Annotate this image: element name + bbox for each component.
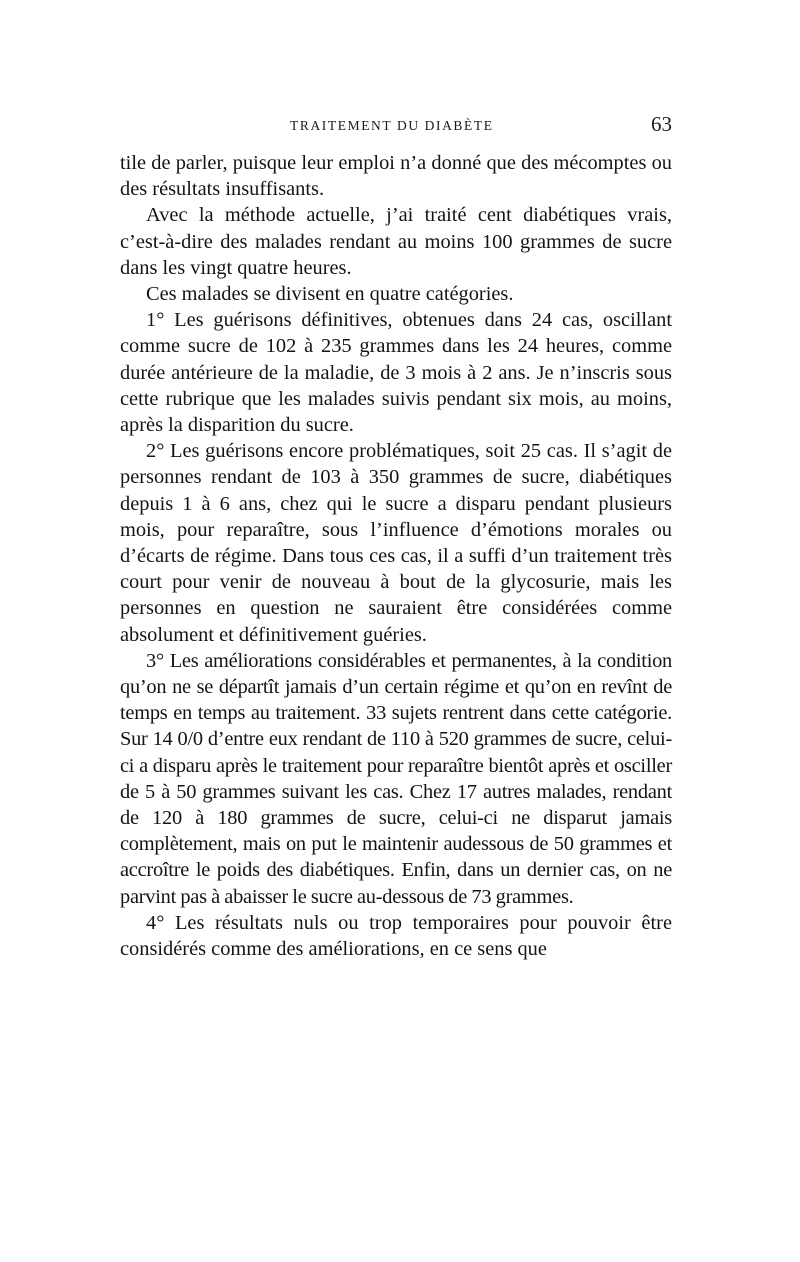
page-header <box>118 112 672 142</box>
paragraph-continuation: tile de parler, puisque leur emploi n’a donné que des mécomptes ou des résultats insuffisants. <box>120 152 672 201</box>
running-title: TRAITEMENT DU DIABÈTE <box>290 118 494 133</box>
paragraph: Ces malades se divisent en quatre catégories. <box>146 283 514 306</box>
paragraph-category-2: 2° Les guérisons encore problématiques, soit 25 cas. Il s’agit de personnes rendant de 103 à 350 grammes de sucre, diabétiques depuis 1 à 6 ans, chez qui le sucre a disparu pendant plusieurs mois, pour reparaître, sous l’influence d’émotions morales ou d’écarts de régime. Dans tous ces cas, il a suffi d’un traitement très court pour venir de nouveau à bout de la glycosurie, mais les personnes en question ne sauraient être considérées comme absolument et définitivement guéries. <box>120 440 672 646</box>
paragraph-category-1: 1° Les guérisons définitives, obtenues dans 24 cas, oscillant comme sucre de 102 à 235 grammes dans les 24 heures, comme durée antérieure de la maladie, de 3 mois à 2 ans. Je n’inscris sous cette rubrique que les malades suivis pendant six mois, au moins, après la disparition du sucre. <box>120 309 672 437</box>
body-text <box>120 150 672 962</box>
paragraph: Avec la méthode actuelle, j’ai traité cent diabétiques vrais, c’est-à-dire des malades rendant au moins 100 grammes de sucre dans les vingt quatre heures. <box>120 204 672 279</box>
paragraph-category-4: 4° Les résultats nuls ou trop temporaires pour pouvoir être considérés comme des améliorations, en ce sens que <box>120 911 672 961</box>
paragraph-category-3: 3° Les améliorations considérables et permanentes, à la condition qu’on ne se départît jamais d’un certain régime et qu’on en revînt de temps en temps au traitement. 33 sujets rentrent dans cette catégorie. Sur 14 0/0 d’entre eux rendant de 110 à 520 grammes de sucre, celui-ci a disparu après le traitement pour reparaître bientôt après et osciller de 5 à 50 grammes suivant les cas. Chez 17 autres malades, rendant de 120 à 180 grammes de sucre, celui-ci ne disparut jamais complètement, mais on put le maintenir audessous de 50 grammes et accroître le poids des diabétiques. Enfin, dans un dernier cas, on ne parvint pas à abaisser le sucre au-dessous de 73 grammes. <box>120 649 672 908</box>
page-number: 63 <box>651 112 672 136</box>
